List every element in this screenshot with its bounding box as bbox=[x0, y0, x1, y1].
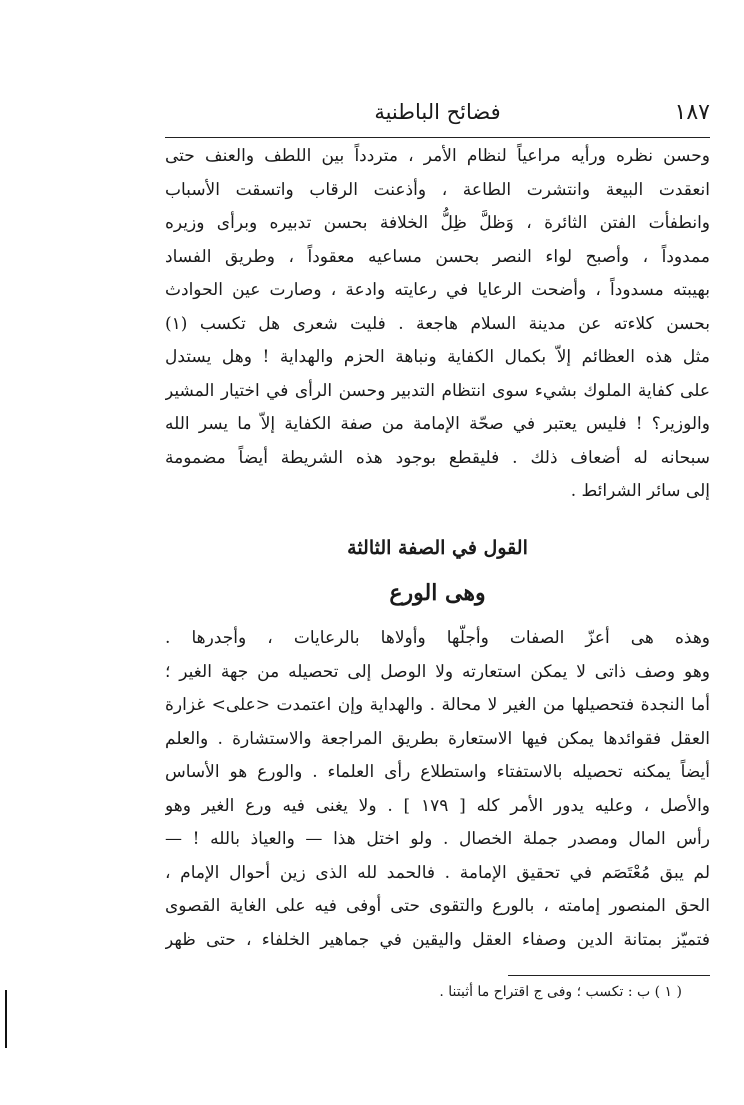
paragraph-1 bbox=[165, 140, 710, 509]
text-line: بحسن كلاءته عن مدينة السلام هاجعة . فليت شعرى هل تكسب (١) bbox=[165, 313, 710, 334]
text-line: أيضاً يمكنه تحصيله بالاستفتاء واستطلاع رأى العلماء . والورع هو الأساس bbox=[165, 762, 710, 782]
page-header bbox=[165, 96, 710, 136]
margin-mark bbox=[5, 990, 7, 1048]
text-line: ممدوداً ، وأصبح لواء النصر بحسن مساعيه معقوداً ، وطريق الفساد bbox=[165, 246, 710, 267]
section-heading: القول في الصفة الثالثة bbox=[347, 537, 528, 559]
section-subheading: وهى الورع bbox=[389, 580, 486, 606]
text-line: فتميّز بمتانة الدين وصفاء العقل واليقين في جماهير الخلفاء ، حتى ظهر bbox=[165, 929, 710, 950]
text-line: سبحانه له أضعاف ذلك . فليقطع بوجود هذه الشريطة أيضاً مضمومة bbox=[165, 447, 710, 468]
text-line: بهيبته مسدوداً ، وأضحت الرعايا في رعايته وادعة ، وصارت عين الحوادث bbox=[165, 280, 710, 300]
text-line: وانطفأت الفتن الثائرة ، وَظلَّ ظِلُّ الخلافة بحسن تدبيره وبرأى وزيره bbox=[165, 213, 710, 233]
text-line: رأس المال ومصدر جملة الخصال . ولو اختل هذا — والعياذ بالله ! — bbox=[165, 829, 710, 849]
page-number: ١٨٧ bbox=[674, 100, 710, 125]
text-line: لم يبق مُعْتَصَم في تحقيق الإمامة . فالحمد لله الذى زين أحوال الإمام ، bbox=[165, 862, 710, 883]
paragraph-2 bbox=[165, 622, 710, 957]
text-line: وهذه هى أعزّ الصفات وأجلّها وأولاها بالرعايات ، وأجدرها . bbox=[165, 628, 710, 648]
footnote-rule bbox=[508, 975, 710, 976]
text-line: الحق المنصور إمامته ، بالورع والتقوى حتى أوفى فيه على الغاية القصوى bbox=[165, 896, 710, 916]
text-line: والوزير؟ ! فليس يعتبر في صحّة الإمامة من صفة الكفاية إلاّ ما يسر الله bbox=[165, 414, 710, 434]
text-line: والأصل ، وعليه يدور الأمر كله [ ١٧٩ ] . ولا يغنى فيه ورع الغير وهو bbox=[165, 795, 710, 816]
text-line: على كفاية الملوك بشيء سوى انتظام التدبير وحسن الرأى في اختيار المشير bbox=[165, 380, 710, 401]
text-line: مثل هذه العظائم إلاّ بكمال الكفاية ونباهة الحزم والهداية ! وهل يستدل bbox=[165, 347, 710, 367]
header-rule bbox=[165, 137, 710, 138]
text-line: العقل فقوائدها يمكن فيها الاستعارة بطريق المراجعة والاستشارة . والعلم bbox=[165, 728, 710, 749]
text-line: أما النجدة فتحصيلها من الغير لا محالة . والهداية وإن اعتمدت <على> غزارة bbox=[165, 695, 710, 715]
text-line: وحسن نظره ورأيه مراعياً لنظام الأمر ، متردداً بين اللطف والعنف حتى bbox=[165, 146, 710, 166]
text-line: وهو وصف ذاتى لا يمكن استعارته ولا الوصل إلى تحصيله من جهة الغير ؛ bbox=[165, 661, 710, 682]
text-line: إلى سائر الشرائط . bbox=[570, 481, 710, 501]
text-line: انعقدت البيعة وانتشرت الطاعة ، وأذعنت الرقاب واتسقت الأسباب bbox=[165, 179, 710, 200]
running-title: فضائح الباطنية bbox=[374, 100, 501, 124]
footnote: ( ١ ) ب : تكسب ؛ وفى ج اقتراح ما أثبتنا . bbox=[439, 984, 682, 1000]
